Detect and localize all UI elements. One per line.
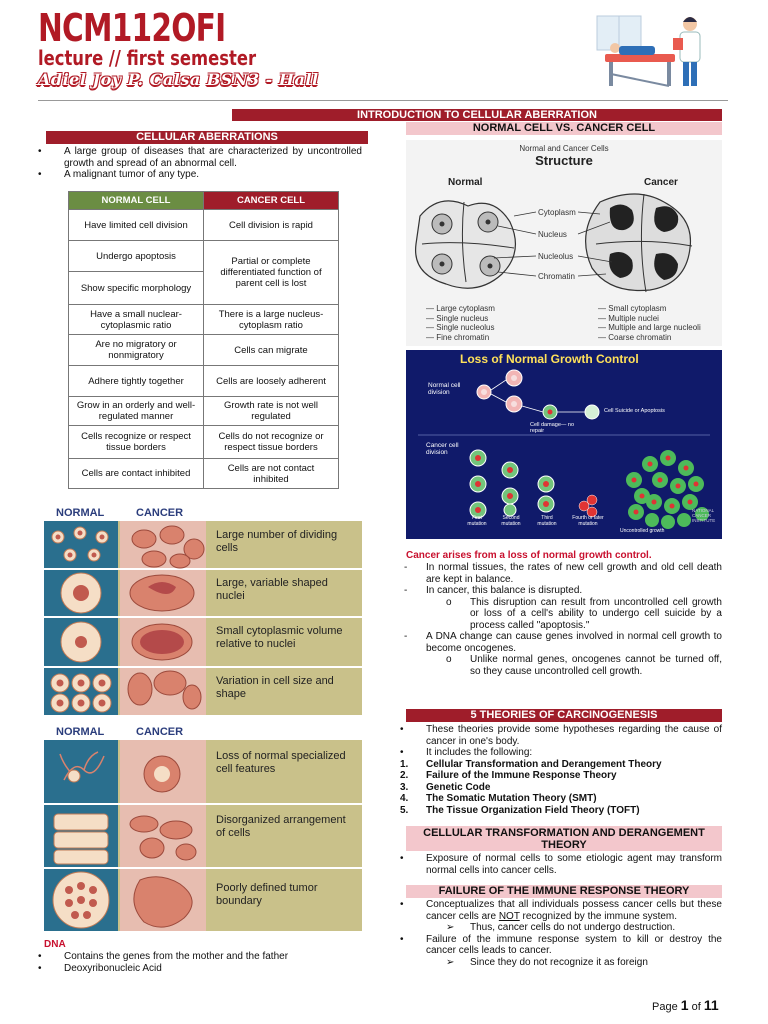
dna-label: DNA: [44, 939, 66, 950]
immune-response-list: [396, 899, 722, 968]
list-item: • Contains the genes from the mother and the father: [34, 951, 364, 963]
cell-structure-illustration: [406, 188, 722, 298]
label-nucleolus: Nucleolus: [538, 252, 574, 261]
table-cell: Cells are loosely adherent: [204, 366, 339, 397]
normal-heading: Normal: [448, 177, 483, 188]
list-item: • It includes the following:: [396, 747, 722, 759]
main-title: INTRODUCTION TO CELLULAR ABERRATION: [232, 109, 722, 121]
lecture-subtitle: lecture // first semester: [38, 46, 257, 70]
figure-normal-cancer-1: [44, 505, 362, 715]
list-item: • These theories provide some hypotheses regarding the cause of cancer in one's body.: [396, 724, 722, 747]
figure-caption: Poorly defined tumor boundary: [216, 882, 318, 907]
normal-features-list: [426, 304, 495, 342]
list-item: • A malignant tumor of any type.: [34, 169, 362, 181]
table-cell: Cells do not recognize or respect tissue borders: [204, 426, 339, 459]
cellular-aberrations-list: [34, 146, 362, 181]
figure-title: Structure: [535, 153, 593, 168]
list-item: • Failure of the immune response system to kill or destroy the cancer cells leads to cancer.: [396, 934, 722, 957]
list-item: - In cancer, this balance is disrupted.: [396, 585, 722, 597]
figure-caption: Small cytoplasmic volume relative to nuclei: [216, 625, 343, 650]
nci-logo: NATIONAL CANCER INSTITUTE: [692, 508, 716, 523]
figure-label-cancer: CANCER: [136, 507, 184, 519]
list-item: 5. The Tissue Organization Field Theory (TOFT): [400, 804, 640, 816]
list-item: — Fine chromatin: [426, 332, 490, 342]
list-item: — Single nucleus: [426, 313, 489, 323]
list-item: — Coarse chromatin: [598, 332, 672, 342]
label-cytoplasm: Cytoplasm: [538, 208, 576, 217]
list-item: - In normal tissues, the rates of new cell growth and old cell death are kept in balance.: [396, 562, 722, 585]
cell-structure-figure: [406, 140, 722, 346]
doctor-patient-illustration: [595, 10, 715, 92]
list-item: 4. The Somatic Mutation Theory (SMT): [400, 793, 597, 804]
normal-division-label: Normal cell division: [428, 382, 461, 396]
list-item: 3. Genetic Code: [400, 781, 491, 793]
cancer-growth-heading: Cancer arises from a loss of normal growth control.: [406, 550, 652, 561]
growth-control-illustration: [406, 350, 722, 539]
table-header-cancer: CANCER CELL: [204, 192, 339, 210]
damage-label: Cell damage— no repair: [530, 422, 575, 434]
list-item: — Small cytoplasm: [598, 304, 667, 313]
table-cell: Have limited cell division: [69, 210, 204, 241]
section-title-immune-response: FAILURE OF THE IMMUNE RESPONSE THEORY: [406, 885, 722, 898]
table-cell: There is a large nucleus-cytoplasm ratio: [204, 305, 339, 335]
figure-label-cancer: CANCER: [136, 726, 184, 738]
label-chromatin: Chromatin: [538, 272, 575, 281]
table-cell: Cells recognize or respect tissue borders: [69, 426, 204, 459]
author-name: Adiel Joy P. Calsa BSN3 - Hall: [38, 70, 319, 89]
cancer-features-list: [598, 304, 701, 342]
figure-label-normal: NORMAL: [56, 726, 105, 738]
list-item: — Single nucleolus: [426, 323, 495, 333]
table-cell: Cell division is rapid: [204, 210, 339, 241]
table-cell: Grow in an orderly and well-regulated manner: [69, 397, 204, 426]
apoptosis-label: Cell Suicide or Apoptosis: [604, 408, 665, 414]
mutation-label: First mutation: [467, 515, 487, 527]
figure-caption: Disorganized arrangement of cells: [216, 814, 346, 839]
figure-title: Loss of Normal Growth Control: [460, 352, 639, 366]
figure-label-normal: NORMAL: [56, 507, 105, 519]
normal-vs-cancer-table: [68, 191, 339, 489]
table-header-normal: NORMAL CELL: [69, 192, 204, 210]
figure-caption: Large number of dividing cells: [216, 529, 338, 554]
list-item: • Deoxyribonucleic Acid: [34, 963, 364, 975]
table-cell: Cells are not contact inhibited: [204, 459, 339, 489]
table-cell: Have a small nuclear-cytoplasmic ratio: [69, 305, 204, 335]
cancer-division-label: Cancer cell division: [426, 442, 459, 456]
figure-normal-cancer-2: [44, 724, 362, 931]
list-item: ➢ Thus, cancer cells do not undergo destruction.: [440, 922, 722, 934]
cancer-heading: Cancer: [644, 177, 678, 188]
figure-caption: Variation in cell size and shape: [216, 675, 334, 700]
growth-control-figure: [406, 350, 722, 539]
list-item: o This disruption can result from uncontrolled cell growth or loss of a cell's ability to undergo cell suicide by a process called "apoptosis.": [440, 597, 722, 632]
dna-list: [34, 951, 364, 974]
theories-section: [396, 724, 722, 816]
table-cell: Partial or complete differentiated function of parent cell is lost: [204, 241, 339, 305]
table-cell: Undergo apoptosis: [69, 241, 204, 272]
figure-caption: Loss of normal specialized cell features: [216, 750, 346, 775]
list-item: — Large cytoplasm: [426, 304, 495, 313]
list-item: 1. Cellular Transformation and Derangement Theory: [400, 758, 662, 770]
mutation-label: Fourth or later mutation: [572, 515, 604, 527]
table-cell: Growth rate is not well regulated: [204, 397, 339, 426]
list-item: ➢ Since they do not recognize it as foreign: [440, 957, 722, 969]
list-item: - A DNA change can cause genes involved in normal cell growth to become oncogenes.: [396, 631, 722, 654]
section-title-cellular-transformation: CELLULAR TRANSFORMATION AND DERANGEMENT THEORY: [406, 826, 722, 851]
mutation-label: Third mutation: [537, 515, 557, 527]
list-item: • Conceptualizes that all individuals possess cancer cells but these cancer cells are NOT recognized by the immune system.: [396, 899, 722, 922]
course-code: NCM112OFI: [38, 6, 226, 50]
list-item: o Unlike normal genes, oncogenes cannot be turned off, so they cause uncontrolled cell growth.: [440, 654, 722, 677]
list-item: — Multiple and large nucleoli: [598, 323, 701, 333]
section-title-cellular-aberrations: CELLULAR ABERRATIONS: [46, 131, 368, 144]
header-divider: [38, 100, 728, 101]
table-cell: Cells can migrate: [204, 335, 339, 366]
figure-subtitle: Normal and Cancer Cells: [519, 144, 609, 153]
cellular-transformation-list: [396, 853, 722, 876]
table-cell: Are no migratory or nonmigratory: [69, 335, 204, 366]
section-title-normal-vs-cancer: NORMAL CELL VS. CANCER CELL: [406, 122, 722, 135]
list-item: — Multiple nuclei: [598, 313, 659, 323]
table-cell: Cells are contact inhibited: [69, 459, 204, 489]
label-nucleus: Nucleus: [538, 230, 567, 239]
mutation-label: Second mutation: [501, 515, 521, 527]
table-cell: Show specific morphology: [69, 272, 204, 305]
list-item: • Exposure of normal cells to some etiologic agent may transform normal cells into cancer cells.: [396, 853, 722, 876]
growth-control-notes: [396, 562, 722, 677]
list-item: 2. Failure of the Immune Response Theory: [400, 770, 617, 781]
page-number: Page 1 of 11: [652, 997, 719, 1013]
figure-caption: Large, variable shaped nuclei: [216, 577, 328, 602]
table-cell: Adhere tightly together: [69, 366, 204, 397]
list-item: • A large group of diseases that are characterized by uncontrolled growth and spread of an abnormal cell.: [34, 146, 362, 169]
uncontrolled-growth-label: Uncontrolled growth: [620, 528, 665, 534]
section-title-theories: 5 THEORIES OF CARCINOGENESIS: [406, 709, 722, 722]
